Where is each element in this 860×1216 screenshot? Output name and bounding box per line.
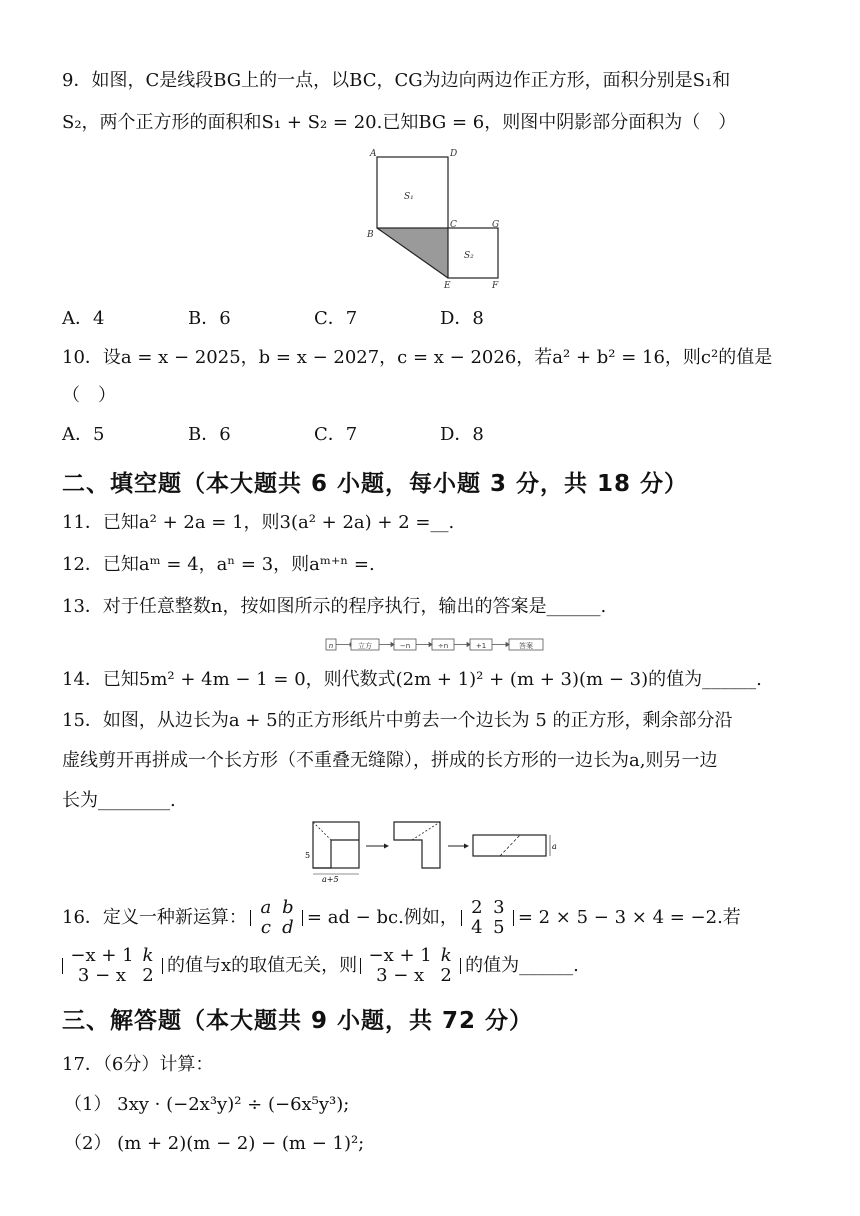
flow-box-answer: 答案 [519, 642, 533, 650]
q17-part-2: （2） (m + 2)(m − 2) − (m − 1)²; [64, 1133, 365, 1154]
q9-line-2: S₂，两个正方形的面积和S₁ + S₂ = 20.已知BG = 6，则图中阴影部分面积为（ ） [62, 112, 737, 133]
q15-line-3: 长为________. [62, 790, 176, 811]
q10-option-d[interactable]: D．8 [440, 424, 484, 445]
label-a-plus-5: a+5 [322, 875, 339, 884]
q13-flowchart [325, 637, 550, 653]
q10-option-b[interactable]: B．6 [188, 424, 231, 445]
flow-box-plus-1: +1 [475, 642, 487, 650]
q16-line-1 [62, 896, 741, 940]
q16-end-text: 的值为______. [465, 955, 579, 976]
q16-prefix: 16．定义一种新运算： [62, 907, 247, 928]
q9-option-a[interactable]: A．4 [62, 308, 105, 329]
example-matrix: 2 3 4 5 [471, 897, 505, 938]
q15-line-1: 15．如图，从边长为a + 5的正方形纸片中剪去一个边长为 5 的正方形，剩余部分沿 [62, 710, 733, 731]
q9-line-1: 9．如图，C是线段BG上的一点，以BC，CG为边向两边作正方形，面积分别是S₁和 [62, 70, 731, 91]
label-five: 5 [305, 851, 311, 860]
given-matrix-1: −x + 1 k 3 − x 2 [70, 945, 154, 986]
flow-box-minus-n: −n [399, 642, 411, 650]
label-s2: S₂ [464, 251, 474, 261]
q15-figure [300, 818, 570, 884]
q9-option-d[interactable]: D．8 [440, 308, 484, 329]
q9-option-c[interactable]: C．7 [314, 308, 358, 329]
section-2-heading: 二、填空题（本大题共 6 小题，每小题 3 分，共 18 分） [62, 471, 689, 497]
q16-line-2 [62, 944, 579, 988]
q10-option-a[interactable]: A．5 [62, 424, 105, 445]
label-e: E [444, 281, 451, 291]
label-f: F [492, 281, 499, 291]
def-matrix: a b c d [260, 897, 294, 938]
label-a: A [370, 149, 377, 159]
flow-box-cube: 立方 [358, 642, 372, 650]
label-c: C [450, 220, 457, 230]
q17-title: 17．（6分）计算： [62, 1054, 214, 1075]
q9-option-b[interactable]: B．6 [188, 308, 231, 329]
q10-option-c[interactable]: C．7 [314, 424, 358, 445]
q9-figure [360, 146, 510, 291]
given-matrix-2: −x + 1 k 3 − x 2 [368, 945, 452, 986]
label-a: a [552, 842, 557, 851]
label-b: B [367, 230, 374, 240]
q16-mid-text: 的值与x的取值无关，则 [167, 955, 358, 976]
label-g: G [492, 220, 500, 230]
q17-part-1: （1） 3xy · (−2x³y)² ÷ (−6x⁵y³); [64, 1094, 350, 1115]
q16-def-rest: = ad − bc.例如， [306, 907, 458, 928]
label-s1: S₁ [404, 192, 414, 202]
flow-box-divide-n: ÷n [437, 642, 449, 650]
label-d: D [450, 149, 458, 159]
q14: 14．已知5m² + 4m − 1 = 0，则代数式(2m + 1)² + (m + 3)(m − 3)的值为______. [62, 669, 762, 690]
q16-ex-rest: = 2 × 5 − 3 × 4 = −2.若 [517, 907, 741, 928]
section-3-heading: 三、解答题（本大题共 9 小题，共 72 分） [62, 1008, 534, 1034]
q11: 11．已知a² + 2a = 1，则3(a² + 2a) + 2 =__. [62, 512, 455, 533]
flow-box-input: n [328, 642, 334, 650]
q10-line-1: 10．设a = x − 2025，b = x − 2027，c = x − 2026，若a² + b² = 16，则c²的值是 [62, 347, 773, 368]
q15-line-2: 虚线剪开再拼成一个长方形（不重叠无缝隙），拼成的长方形的一边长为a,则另一边 [62, 750, 718, 771]
q13: 13．对于任意整数n，按如图所示的程序执行，输出的答案是______. [62, 596, 607, 617]
q12: 12．已知aᵐ = 4，aⁿ = 3，则aᵐ⁺ⁿ =. [62, 554, 375, 575]
q10-line-2: （ ） [62, 385, 116, 406]
